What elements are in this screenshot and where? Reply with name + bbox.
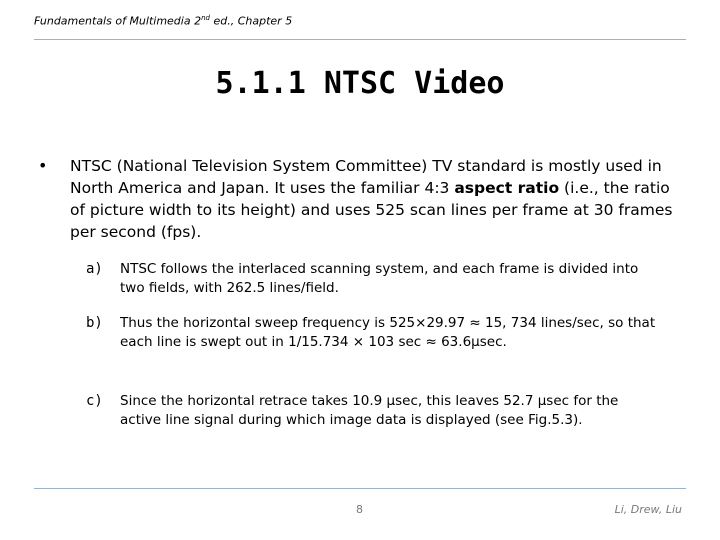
subitem-text: Thus the horizontal sweep frequency is 525×29.97 ≈ 15, 734 lines/sec, so that each line is swept out in 1/15.734 × 103 sec ≈ 63.6μsec. (120, 315, 656, 350)
header-superscript: nd (201, 14, 210, 22)
subitem-letter: b) (86, 315, 103, 331)
bullet-dot: • (38, 156, 48, 175)
slide-title: 5.1.1 NTSC Video (215, 66, 505, 101)
subitem-text: Since the horizontal retrace takes 10.9 μsec, this leaves 52.7 μsec for the active line signal during which image data is displayed (see Fig.5.3). (120, 393, 619, 428)
footer-authors: Li, Drew, Liu (614, 503, 682, 516)
bullet-text-bold: aspect ratio (454, 179, 560, 197)
bullet-text-pre: NTSC (National Television System Committee) TV standard is mostly used in North America and Japan. It uses the familiar 4:3 (70, 157, 662, 197)
footer-divider (34, 488, 686, 489)
header-divider (34, 39, 686, 40)
bullet-text (70, 155, 680, 243)
page-number: 8 (356, 503, 363, 516)
header-text-pre: Fundamentals of Multimedia 2 (34, 14, 202, 28)
bullet-text-post: (i.e., the ratio of picture width to its height) and uses 525 scan lines per frame at 30 frames per second (fps). (70, 179, 673, 241)
header-text-post: ed., Chapter 5 (209, 14, 293, 28)
slide-header (34, 14, 292, 28)
subitem-letter: c) (86, 393, 103, 409)
subitem-text: NTSC follows the interlaced scanning system, and each frame is divided into two fields, with 262.5 lines/field. (120, 261, 639, 296)
subitem-letter: a) (86, 261, 103, 277)
